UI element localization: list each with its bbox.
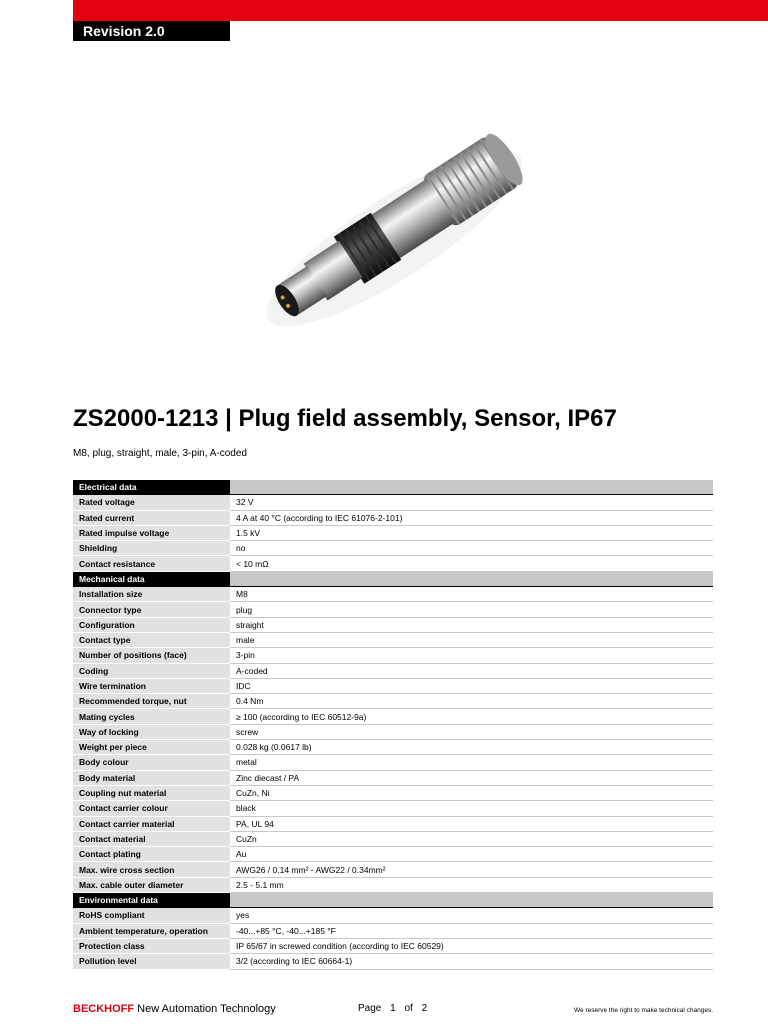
- footer-branding: [73, 1002, 276, 1016]
- spec-value: screw: [230, 724, 713, 739]
- spec-row: [73, 908, 713, 923]
- section-heading-fill: [230, 893, 713, 908]
- spec-label: Body colour: [73, 755, 230, 770]
- spec-row: [73, 541, 713, 556]
- spec-value: 1.5 kV: [230, 525, 713, 540]
- spec-value: 32 V: [230, 495, 713, 510]
- spec-value: yes: [230, 908, 713, 923]
- section-header-row: [73, 571, 713, 586]
- spec-label: Wire termination: [73, 678, 230, 693]
- spec-label: Way of locking: [73, 724, 230, 739]
- brand-logo: BECKHOFF: [73, 1003, 135, 1015]
- spec-label: Contact carrier material: [73, 816, 230, 831]
- spec-value: Au: [230, 847, 713, 862]
- spec-value: CuZn: [230, 831, 713, 846]
- spec-value: ≥ 100 (according to IEC 60512-9a): [230, 709, 713, 724]
- connector-photo-illustration: [73, 41, 713, 391]
- section-heading: Environmental data: [73, 893, 230, 908]
- spec-row: [73, 602, 713, 617]
- page-label: Page: [358, 1003, 382, 1014]
- spec-label: Configuration: [73, 617, 230, 632]
- spec-value: 3/2 (according to IEC 60664-1): [230, 954, 713, 969]
- spec-label: Coding: [73, 663, 230, 678]
- section-heading-fill: [230, 571, 713, 586]
- spec-label: Shielding: [73, 541, 230, 556]
- spec-label: Protection class: [73, 938, 230, 953]
- spec-label: Contact type: [73, 632, 230, 647]
- spec-row: [73, 495, 713, 510]
- spec-label: Installation size: [73, 587, 230, 602]
- spec-row: [73, 632, 713, 647]
- spec-row: [73, 724, 713, 739]
- spec-label: Pollution level: [73, 954, 230, 969]
- spec-label: Max. wire cross section: [73, 862, 230, 877]
- spec-value: M8: [230, 587, 713, 602]
- spec-label: Contact material: [73, 831, 230, 846]
- spec-row: [73, 525, 713, 540]
- spec-label: Weight per piece: [73, 740, 230, 755]
- spec-row: [73, 556, 713, 571]
- footer-disclaimer: We reserve the right to make technical changes.: [574, 1007, 713, 1014]
- spec-row: [73, 938, 713, 953]
- spec-row: [73, 678, 713, 693]
- spec-value: male: [230, 632, 713, 647]
- spec-label: Number of positions (face): [73, 648, 230, 663]
- spec-row: [73, 770, 713, 785]
- product-image: [73, 41, 713, 391]
- product-title: ZS2000-1213 | Plug field assembly, Sensor, IP67: [73, 405, 617, 432]
- spec-label: Coupling nut material: [73, 785, 230, 800]
- spec-row: [73, 954, 713, 969]
- top-accent-bar: [73, 0, 768, 21]
- spec-label: Contact plating: [73, 847, 230, 862]
- spec-value: CuZn, Ni: [230, 785, 713, 800]
- spec-row: [73, 510, 713, 525]
- brand-tagline: New Automation Technology: [137, 1003, 276, 1015]
- spec-row: [73, 877, 713, 892]
- spec-label: Ambient temperature, operation: [73, 923, 230, 938]
- spec-label: Body material: [73, 770, 230, 785]
- spec-label: RoHS compliant: [73, 908, 230, 923]
- spec-value: PA, UL 94: [230, 816, 713, 831]
- spec-row: [73, 831, 713, 846]
- spec-value: 3-pin: [230, 648, 713, 663]
- spec-value: 4 A at 40 °C (according to IEC 61076-2-101): [230, 510, 713, 525]
- spec-value: black: [230, 801, 713, 816]
- specification-table: [73, 480, 713, 970]
- spec-value: 0.4 Nm: [230, 694, 713, 709]
- spec-label: Contact resistance: [73, 556, 230, 571]
- spec-row: [73, 816, 713, 831]
- spec-value: no: [230, 541, 713, 556]
- revision-badge: Revision 2.0: [73, 21, 230, 41]
- product-subtitle: M8, plug, straight, male, 3-pin, A-coded: [73, 448, 247, 459]
- spec-value: metal: [230, 755, 713, 770]
- spec-value: AWG26 / 0.14 mm² - AWG22 / 0.34mm²: [230, 862, 713, 877]
- spec-row: [73, 648, 713, 663]
- spec-row: [73, 801, 713, 816]
- section-heading: Mechanical data: [73, 571, 230, 586]
- page-total: 2: [421, 1003, 428, 1014]
- spec-row: [73, 785, 713, 800]
- spec-label: Rated current: [73, 510, 230, 525]
- spec-label: Recommended torque, nut: [73, 694, 230, 709]
- spec-value: 0.028 kg (0.0617 lb): [230, 740, 713, 755]
- spec-value: 2.5 - 5.1 mm: [230, 877, 713, 892]
- section-header-row: [73, 893, 713, 908]
- page-of: of: [404, 1003, 413, 1014]
- spec-row: [73, 709, 713, 724]
- spec-row: [73, 923, 713, 938]
- spec-label: Rated voltage: [73, 495, 230, 510]
- page-current: 1: [390, 1003, 396, 1014]
- spec-label: Max. cable outer diameter: [73, 877, 230, 892]
- spec-value: < 10 mΩ: [230, 556, 713, 571]
- spec-row: [73, 694, 713, 709]
- spec-value: IDC: [230, 678, 713, 693]
- section-heading-fill: [230, 480, 713, 495]
- spec-label: Contact carrier colour: [73, 801, 230, 816]
- spec-value: straight: [230, 617, 713, 632]
- page-indicator: [358, 1002, 433, 1016]
- spec-row: [73, 617, 713, 632]
- section-heading: Electrical data: [73, 480, 230, 495]
- spec-value: plug: [230, 602, 713, 617]
- spec-label: Connector type: [73, 602, 230, 617]
- spec-row: [73, 862, 713, 877]
- spec-row: [73, 755, 713, 770]
- spec-value: A-coded: [230, 663, 713, 678]
- spec-row: [73, 847, 713, 862]
- spec-label: Rated impulse voltage: [73, 525, 230, 540]
- spec-row: [73, 663, 713, 678]
- spec-row: [73, 587, 713, 602]
- spec-value: Zinc diecast / PA: [230, 770, 713, 785]
- spec-value: IP 65/67 in screwed condition (according to IEC 60529): [230, 938, 713, 953]
- spec-value: -40...+85 °C, -40...+185 °F: [230, 923, 713, 938]
- spec-row: [73, 740, 713, 755]
- spec-label: Mating cycles: [73, 709, 230, 724]
- section-header-row: [73, 480, 713, 495]
